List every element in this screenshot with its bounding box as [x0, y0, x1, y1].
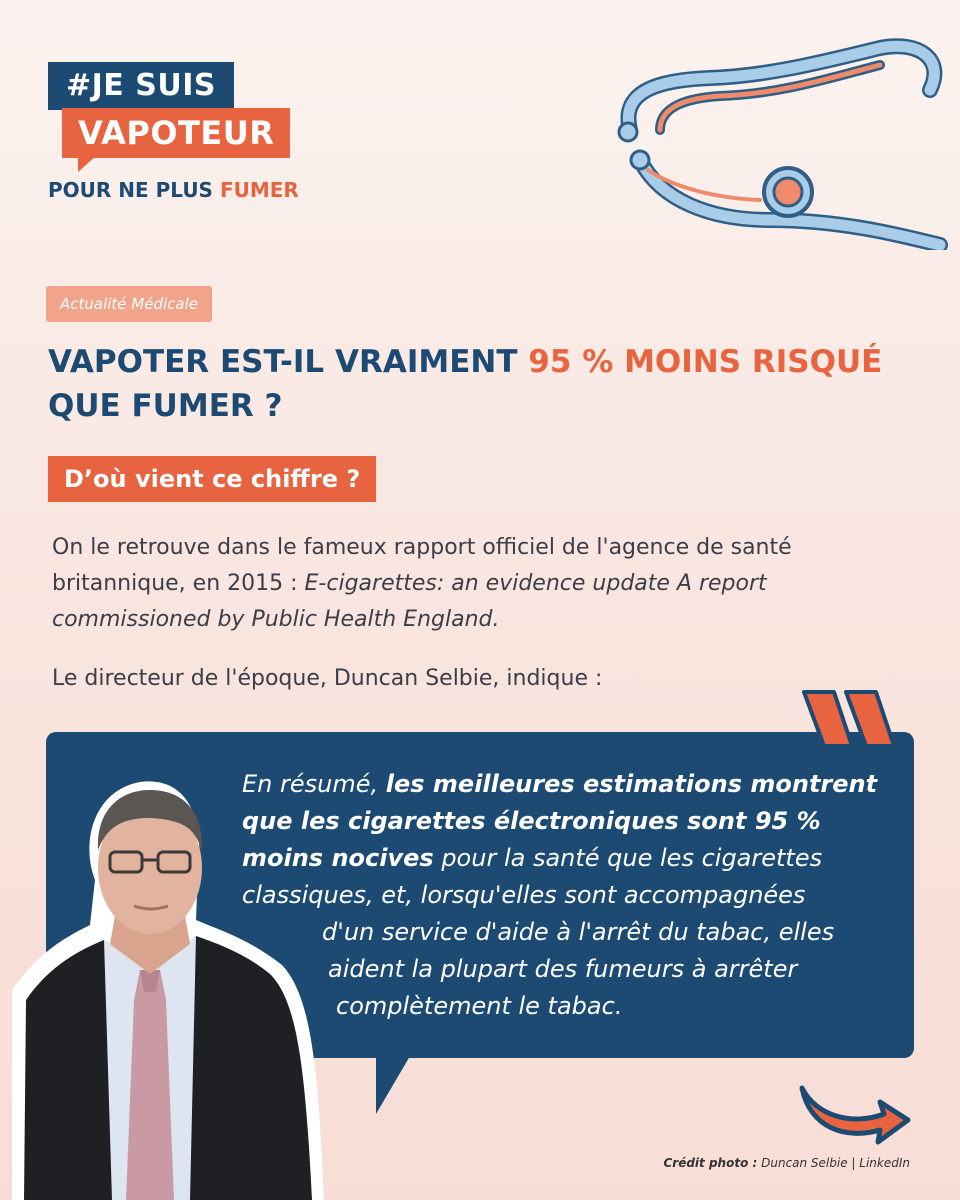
- quote-line: [232, 766, 892, 803]
- quote-line: [232, 840, 892, 877]
- quote-line: [232, 803, 892, 840]
- next-arrow-icon[interactable]: [796, 1068, 916, 1148]
- portrait-photo: [0, 760, 330, 1200]
- quote-line-1-normal: En résumé,: [242, 770, 386, 798]
- logo-tagline-part1: POUR NE PLUS: [48, 178, 220, 202]
- quote-line: complètement le tabac.: [336, 992, 623, 1020]
- headline-part3: QUE FUMER ?: [48, 388, 283, 424]
- quote-box-tail: [376, 1056, 410, 1114]
- quote-line-1-bold: les meilleures estimations montrent: [385, 770, 878, 798]
- logo-tagline: [48, 178, 299, 202]
- category-tag: Actualité Médicale: [46, 286, 212, 322]
- quote-line-2-bold: que les cigarettes électroniques sont 95 %: [242, 807, 821, 835]
- quote-text: [232, 766, 892, 1025]
- stethoscope-icon: [600, 20, 950, 250]
- photo-credit: [663, 1156, 910, 1170]
- director-intro: Le directeur de l'époque, Duncan Selbie, indique :: [52, 666, 603, 691]
- headline-part1: VAPOTER EST-IL VRAIMENT: [48, 344, 529, 380]
- logo-vapoteur: VAPOTEUR: [62, 108, 290, 158]
- quote-line: d'un service d'aide à l'arrêt du tabac, elles: [322, 918, 835, 946]
- page-title: [48, 340, 908, 428]
- intro-paragraph: [52, 530, 922, 638]
- headline-highlight: 95 % MOINS RISQUÉ: [528, 344, 883, 380]
- photo-credit-value: Duncan Selbie | LinkedIn: [757, 1156, 910, 1170]
- logo-speech-tail: [78, 156, 96, 172]
- quote-marks-icon: [790, 688, 900, 758]
- quote-line-3-normal: pour la santé que les cigarettes: [433, 844, 823, 872]
- logo-je-suis: #JE SUIS: [48, 62, 234, 110]
- report-title: E-cigarettes: an evidence update A report commissioned by Public Health England.: [52, 571, 767, 632]
- quote-line-3-bold: moins nocives: [242, 844, 434, 872]
- section-heading: D’où vient ce chiffre ?: [48, 456, 376, 502]
- quote-line: aident la plupart des fumeurs à arrêter: [328, 955, 798, 983]
- logo-tagline-part2: FUMER: [219, 178, 299, 202]
- photo-credit-label: Crédit photo :: [663, 1156, 758, 1170]
- intro-text: On le retrouve dans le fameux rapport officiel de l'agence de santé britannique, en 2015 :: [52, 535, 792, 596]
- quote-line: classiques, et, lorsqu'elles sont accompagnées: [242, 881, 806, 909]
